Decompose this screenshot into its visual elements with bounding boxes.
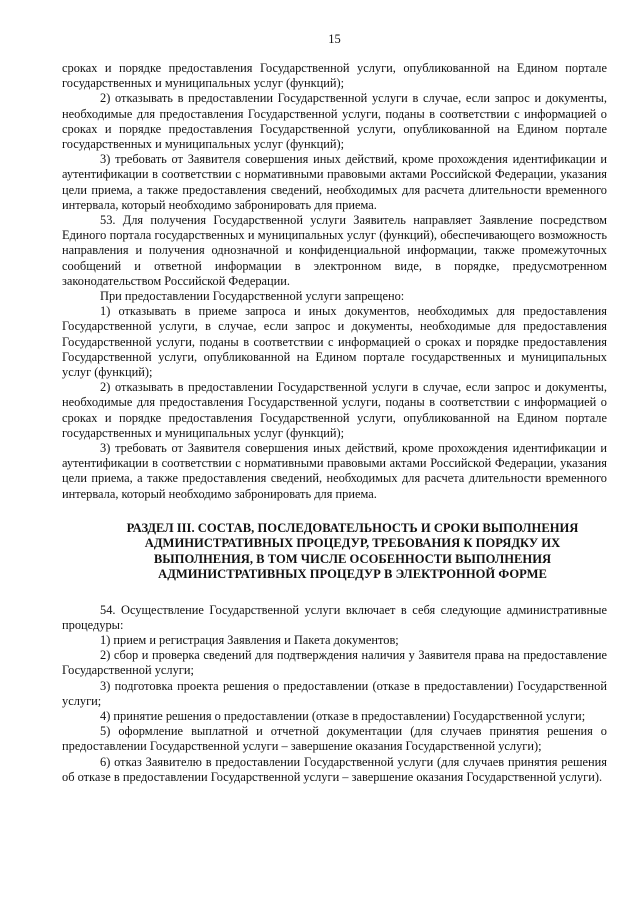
section-heading-line: РАЗДЕЛ III. СОСТАВ, ПОСЛЕДОВАТЕЛЬНОСТЬ И СРОКИ ВЫПОЛНЕНИЯ [126, 520, 579, 535]
paragraph: 3) требовать от Заявителя совершения иных действий, кроме прохождения идентификации и аутентификации в соответствии с нормативными правовыми актами Российской Федерации, указания цели приема, а также предоставления сведений, необходимых для расчета длительности временного интервала, который необходимо забронировать для приема. [62, 441, 607, 501]
section-heading [62, 521, 607, 583]
paragraph: 2) отказывать в предоставлении Государственной услуги в случае, если запрос и документы, необходимые для предоставления Государственной услуги, поданы в соответствии с информацией о сроках и порядке предоставления Государственной услуги, опубликованной на Едином портале государственных и муниципальных услуг (функций); [62, 380, 607, 440]
paragraph: 5) оформление выплатной и отчетной документации (для случаев принятия решения о предоставлении Государственной услуги – завершение оказания Государственной услуги); [62, 724, 607, 754]
page-number: 15 [328, 32, 341, 46]
paragraph: 2) сбор и проверка сведений для подтверждения наличия у Заявителя права на предоставление Государственной услуги; [62, 648, 607, 678]
paragraph: 1) прием и регистрация Заявления и Пакета документов; [100, 632, 399, 647]
paragraphs-before-section [62, 61, 607, 502]
section-heading-line: АДМИНИСТРАТИВНЫХ ПРОЦЕДУР, ТРЕБОВАНИЯ К ПОРЯДКУ ИХ [144, 536, 561, 551]
paragraph: 2) отказывать в предоставлении Государственной услуги в случае, если запрос и документы, необходимые для предоставления Государственной услуги, поданы в соответствии с информацией о сроках и порядке предоставления Государственной услуги, опубликованной на Едином портале государственных и муниципальных услуг (функций); [62, 91, 607, 152]
paragraph: 53. Для получения Государственной услуги Заявитель направляет Заявление посредством Единого портала государственных и муниципальных услуг (функций), обеспечивающего возможность направления и получения однозначной и конфиденциальной информации, также промежуточных сообщений и ответной информации в электронном виде, в порядке, предусмотренном законодательством Российской Федерации. [62, 213, 607, 288]
section-heading-line: ВЫПОЛНЕНИЯ, В ТОМ ЧИСЛЕ ОСОБЕННОСТИ ВЫПОЛНЕНИЯ [153, 551, 552, 566]
paragraph: 54. Осуществление Государственной услуги включает в себя следующие административные процедуры: [62, 602, 607, 632]
paragraph: 4) принятие решения о предоставлении (отказе в предоставлении) Государственной услуги; [100, 708, 586, 723]
paragraph: 3) подготовка проекта решения о предоставлении (отказе в предоставлении) Государственной услуги; [62, 678, 607, 708]
paragraph: При предоставлении Государственной услуги запрещено: [100, 289, 405, 304]
paragraph: 1) отказывать в приеме запроса и иных документов, необходимых для предоставления Государственной услуги, в случае, если запрос и документы, необходимые для предоставления Государственной услуги, поданы в соответствии с информацией о сроках и порядке предоставления Государственной услуги, опубликованной на Едином портале государственных и муниципальных услуг (функций); [62, 304, 607, 380]
paragraphs-after-section [62, 603, 607, 785]
paragraph: 3) требовать от Заявителя совершения иных действий, кроме прохождения идентификации и аутентификации в соответствии с нормативными правовыми актами Российской Федерации, указания цели приема, а также предоставления сведений, необходимых для расчета длительности временного интервала, который необходимо забронировать для приема. [62, 152, 607, 212]
paragraph: сроках и порядке предоставления Государственной услуги, опубликованной на Едином портале государственных и муниципальных услуг (функций); [62, 61, 607, 91]
section-heading-line: АДМИНИСТРАТИВНЫХ ПРОЦЕДУР В ЭЛЕКТРОННОЙ ФОРМЕ [158, 567, 547, 582]
paragraph: 6) отказ Заявителю в предоставлении Государственной услуги (для случаев принятия решения об отказе в предоставлении Государственной услуги – завершение оказания Государственной услуги). [62, 754, 607, 784]
